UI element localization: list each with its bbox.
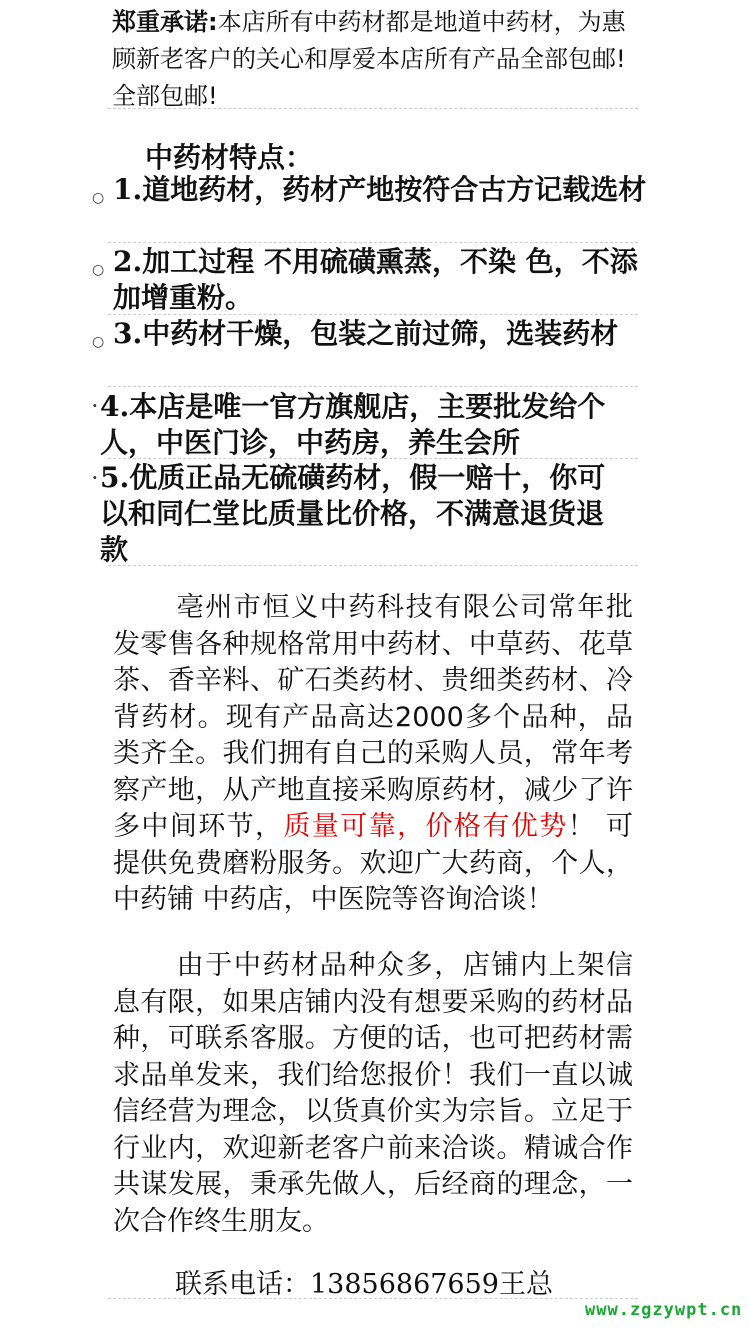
divider — [108, 242, 638, 243]
promise-label: 郑重承诺: — [112, 8, 218, 36]
bullet-icon: ○ — [92, 334, 105, 350]
feature-text: 道地药材，药材产地按符合古方记载选材 — [142, 173, 647, 206]
feature-item-5: 5.优质正品无硫磺药材，假一赔十，你可以和同仁堂比质量比价格，不满意退货退款 — [100, 461, 606, 566]
feature-item-1: 1.道地药材，药材产地按符合古方记载选材 — [113, 173, 647, 206]
contact-name: 王总 — [498, 1269, 553, 1300]
highlight-text: 质量可靠，价格有优势 — [283, 811, 568, 842]
divider — [108, 108, 638, 109]
feature-text: 本店是唯一官方旗舰店，主要批发给个人，中医门诊，中药房，养生会所 — [100, 390, 606, 459]
feature-item-4: 4.本店是唯一官方旗舰店，主要批发给个人，中医门诊，中药房，养生会所 — [100, 390, 606, 459]
divider — [108, 314, 638, 315]
divider — [108, 386, 638, 387]
watermark-text: www.zgzywpt.cn — [585, 1300, 743, 1320]
divider — [108, 1298, 638, 1299]
bullet-icon: · — [92, 468, 98, 487]
feature-text: 优质正品无硫磺药材，假一赔十，你可以和同仁堂比质量比价格，不满意退货退款 — [100, 461, 606, 566]
bullet-icon: ○ — [92, 262, 105, 278]
features-title: 中药材特点： — [145, 141, 314, 174]
divider — [108, 565, 638, 566]
contact-line — [113, 1262, 553, 1301]
promise-block — [112, 4, 642, 115]
feature-text: 加工过程 不用硫磺熏蒸，不染 色，不添加增重粉。 — [113, 245, 638, 314]
bullet-icon: · — [92, 396, 98, 415]
promise-text: 本店所有中药材都是地道中药材，为惠顾新老客户的关心和厚爱本店所有产品全部包邮! — [112, 8, 626, 73]
feature-item-3: 3.中药材干燥，包装之前过筛，选装药材 — [113, 317, 619, 350]
intro-paragraph-2: 由于中药材品种众多，店铺内上架信息有限，如果店铺内没有想要采购的药材品种，可联系客服。方便的话，也可把药材需求品单发来，我们给您报价！我们一直以诚信经营为理念，以货真价实为宗旨。立足于行业内，欢迎新老客户前来洽谈。精诚合作共谋发展，秉承先做人，后经商的理念，一次合作终生朋友。 — [113, 950, 633, 1237]
divider — [108, 458, 638, 459]
promise-text-2: 全部包邮! — [112, 82, 218, 110]
feature-text: 中药材干燥，包装之前过筛，选装药材 — [142, 317, 619, 350]
contact-phone: 13856867659 — [310, 1269, 499, 1300]
contact-label: 联系电话： — [175, 1269, 310, 1300]
feature-item-2: 2.加工过程 不用硫磺熏蒸，不染 色，不添加增重粉。 — [113, 245, 638, 314]
intro-paragraph-1: 亳州市恒义中药科技有限公司常年批发零售各种规格常用中药材、中草药、花草茶、香辛料、矿石类药材、贵细类药材、冷背药材。现有产品高达2000多个品种，品类齐全。我们拥有自己的采购人员，常年考察产地，从产地直接采购原药材，减少了许多中间环节，质量可靠，价格有优势！ 可提供免费磨粉服务。欢迎广大药商，个人，中药铺 中药店，中医院等咨询洽谈！ — [113, 592, 633, 915]
bullet-icon: ○ — [92, 190, 105, 206]
